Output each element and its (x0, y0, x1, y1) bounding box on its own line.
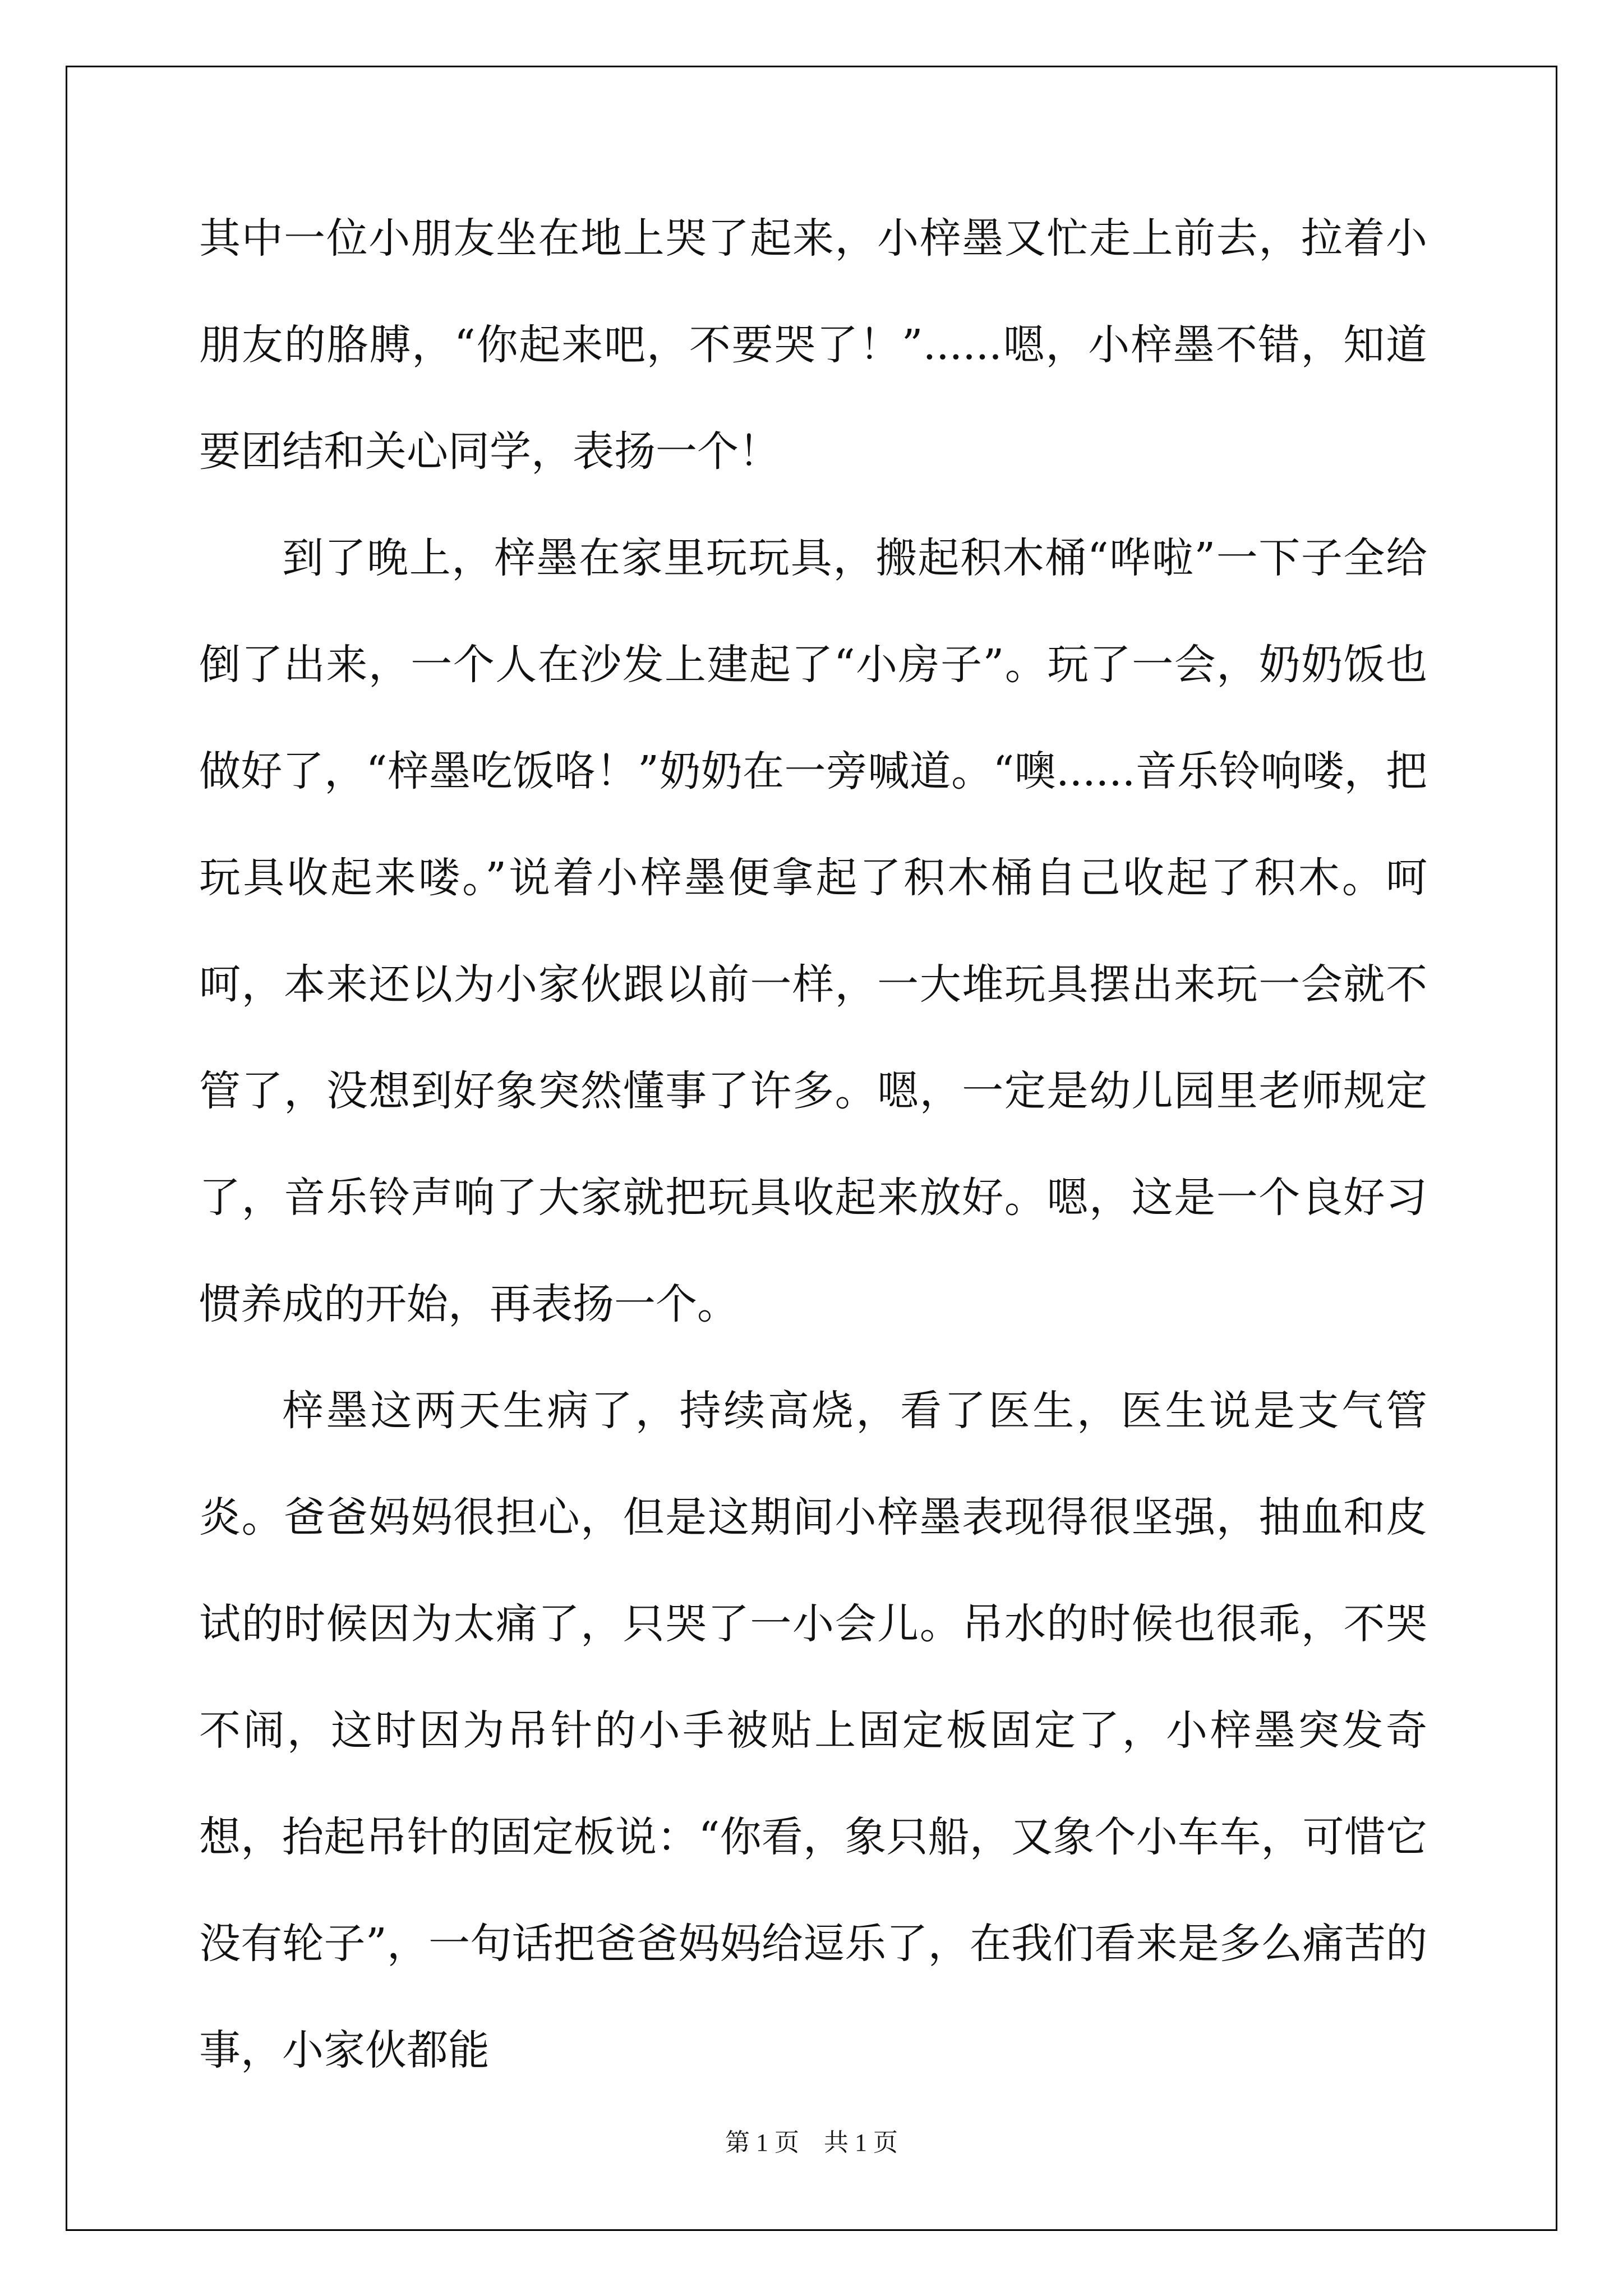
paragraph: 梓墨这两天生病了，持续高烧，看了医生，医生说是支气管炎。爸爸妈妈很担心，但是这期间小梓墨表现得很坚强，抽血和皮试的时候因为太痛了，只哭了一小会儿。吊水的时候也很乖，不哭不闹，这时因为吊针的小手被贴上固定板固定了，小梓墨突发奇想，抬起吊针的固定板说：“你看，象只船，又象个小车车，可惜它没有轮子”，一句话把爸爸妈妈给逗乐了，在我们看来是多么痛苦的事，小家伙都能 (199, 1387, 1427, 2074)
page-footer (0, 2126, 1623, 2160)
document-body (199, 185, 1427, 2104)
page-total: 共 1 页 (824, 2129, 898, 2156)
paragraph: 到了晚上，梓墨在家里玩玩具，搬起积木桶“哗啦”一下子全给倒了出来，一个人在沙发上建起了“小房子”。玩了一会，奶奶饭也做好了，“梓墨吃饭咯！”奶奶在一旁喊道。“噢......音乐铃响喽，把玩具收起来喽。”说着小梓墨便拿起了积木桶自己收起了积木。呵呵，本来还以为小家伙跟以前一样，一大堆玩具摆出来玩一会就不管了，没想到好象突然懂事了许多。嗯，一定是幼儿园里老师规定了，音乐铃声响了大家就把玩具收起来放好。嗯，这是一个良好习惯养成的开始，再表扬一个。 (199, 534, 1427, 1328)
paragraph-continued: 其中一位小朋友坐在地上哭了起来，小梓墨又忙走上前去，拉着小朋友的胳膊，“你起来吧，不要哭了！”......嗯，小梓墨不错，知道要团结和关心同学，表扬一个！ (199, 214, 1427, 476)
page-number: 第 1 页 (725, 2129, 799, 2156)
